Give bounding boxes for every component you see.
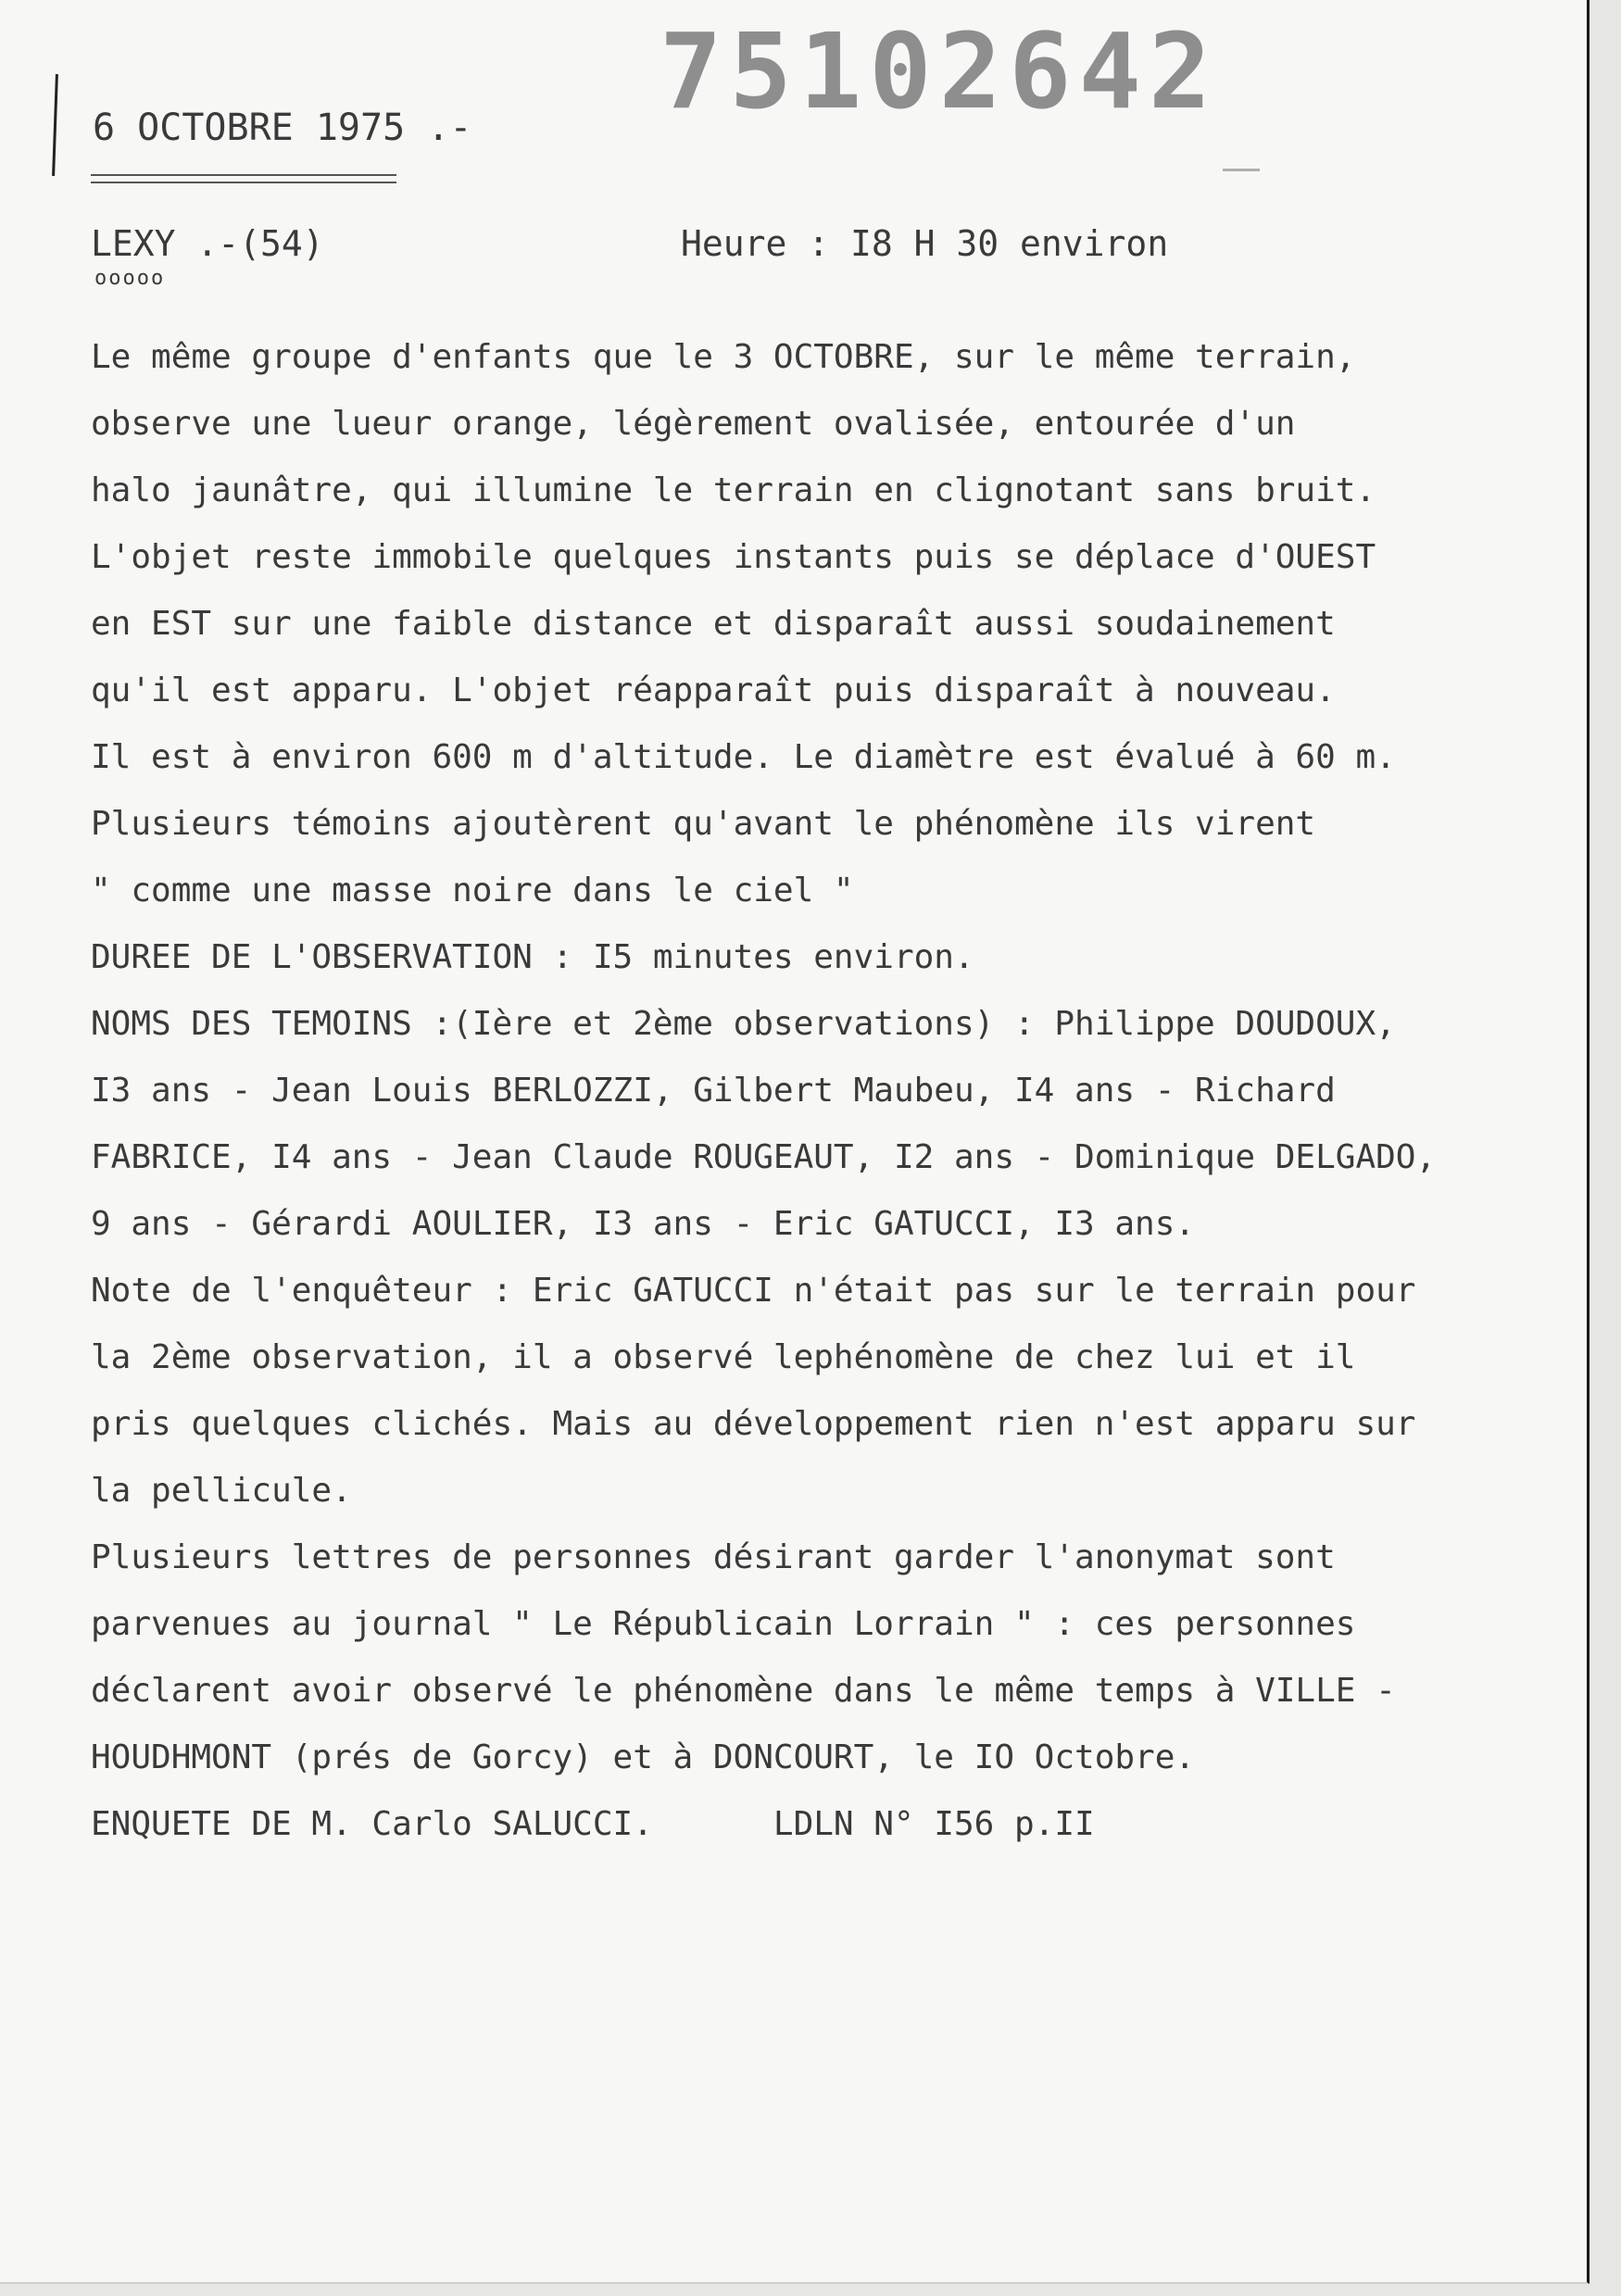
date-underline bbox=[91, 174, 396, 183]
report-body bbox=[91, 333, 1573, 1867]
place-heading: LEXY .-(54) bbox=[91, 223, 324, 264]
letters-line: HOUDHMONT (prés de Gorcy) et à DONCOURT, le IO Octobre. bbox=[91, 1738, 1196, 1776]
investigator-note-line: pris quelques clichés. Mais au développement rien n'est apparu sur bbox=[91, 1405, 1416, 1443]
investigator-note-line: la pellicule. bbox=[91, 1472, 352, 1510]
body-line: Plusieurs témoins ajoutèrent qu'avant le phénomène ils virent bbox=[91, 805, 1316, 843]
body-line: halo jaunâtre, qui illumine le terrain en clignotant sans bruit. bbox=[91, 471, 1376, 509]
body-line: en EST sur une faible distance et disparaît aussi soudainement bbox=[91, 605, 1336, 643]
witnesses-line: FABRICE, I4 ans - Jean Claude ROUGEAUT, I2 ans - Dominique DELGADO, bbox=[91, 1138, 1437, 1176]
body-line: qu'il est apparu. L'objet réapparaît puis disparaît à nouveau. bbox=[91, 671, 1336, 709]
body-line: observe une lueur orange, légèrement ovalisée, entourée d'un bbox=[91, 405, 1296, 443]
body-line: " comme une masse noire dans le ciel " bbox=[91, 872, 854, 910]
body-line: L'objet reste immobile quelques instants puis se déplace d'OUEST bbox=[91, 538, 1376, 576]
letters-line: parvenues au journal " Le Républicain Lorrain " : ces personnes bbox=[91, 1605, 1356, 1643]
body-line: Le même groupe d'enfants que le 3 OCTOBRE, sur le même terrain, bbox=[91, 338, 1356, 376]
margin-mark bbox=[52, 74, 58, 176]
document-date: 6 OCTOBRE 1975 .- bbox=[93, 107, 472, 149]
investigator-note-line: la 2ème observation, il a observé lephénomène de chez lui et il bbox=[91, 1338, 1356, 1376]
observation-time: Heure : I8 H 30 environ bbox=[681, 223, 1169, 264]
place-underline-mark: ooooo bbox=[94, 267, 166, 290]
witnesses-line: NOMS DES TEMOINS :(Ière et 2ème observations) : Philippe DOUDOUX, bbox=[91, 1005, 1396, 1043]
investigator-note-line: Note de l'enquêteur : Eric GATUCCI n'était pas sur le terrain pour bbox=[91, 1272, 1416, 1310]
observation-duration: DUREE DE L'OBSERVATION : I5 minutes environ. bbox=[91, 938, 974, 976]
investigation-source: ENQUETE DE M. Carlo SALUCCI. LDLN N° I56 p.II bbox=[91, 1805, 1095, 1843]
stamp-number: 75102642 bbox=[660, 12, 1219, 132]
witnesses-line: I3 ans - Jean Louis BERLOZZI, Gilbert Maubeu, I4 ans - Richard bbox=[91, 1072, 1336, 1110]
letters-line: Plusieurs lettres de personnes désirant garder l'anonymat sont bbox=[91, 1538, 1336, 1576]
stamp-dash bbox=[1223, 169, 1260, 171]
witnesses-line: 9 ans - Gérardi AOULIER, I3 ans - Eric GATUCCI, I3 ans. bbox=[91, 1205, 1196, 1243]
body-line: Il est à environ 600 m d'altitude. Le diamètre est évalué à 60 m. bbox=[91, 738, 1396, 776]
letters-line: déclarent avoir observé le phénomène dans le même temps à VILLE - bbox=[91, 1672, 1396, 1710]
